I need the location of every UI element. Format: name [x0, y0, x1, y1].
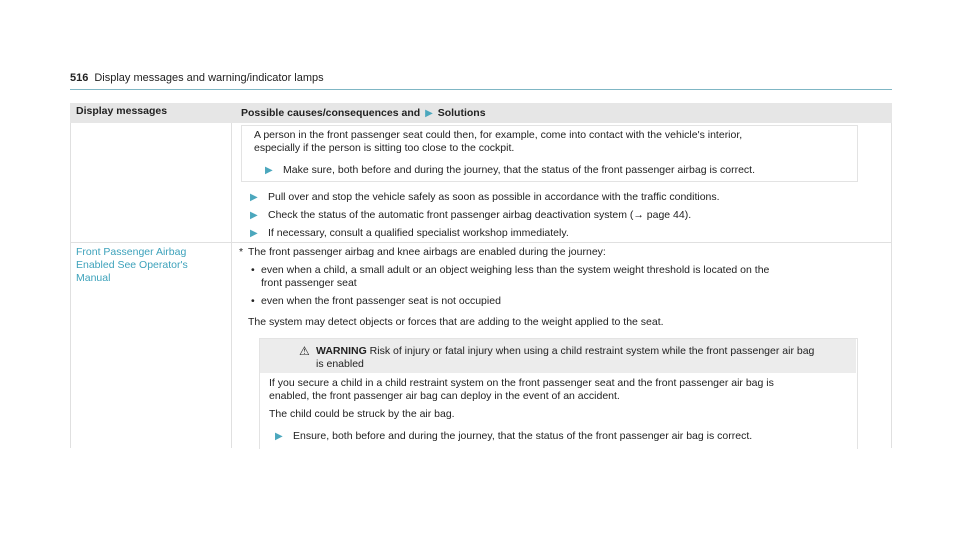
- column-divider: [231, 123, 232, 448]
- message-line-1: Front Passenger Airbag: [76, 246, 187, 258]
- warning-para-1-line-1: If you secure a child in a child restraint system on the front passenger seat and the front passenger air bag is: [269, 377, 774, 389]
- bullet-icon: •: [251, 295, 255, 307]
- info-box-line-1: A person in the front passenger seat could then, for example, come into contact with the vehicle's interior,: [254, 129, 743, 141]
- play-arrow-icon: ▶: [250, 210, 258, 221]
- table-border-right: [891, 123, 892, 448]
- warning-line-2: is enabled: [316, 358, 364, 370]
- info-box-line-2: especially if the person is sitting too close to the cockpit.: [254, 142, 515, 154]
- warning-label: WARNING: [316, 345, 367, 357]
- warning-para-2: The child could be struck by the air bag.: [269, 408, 455, 420]
- step-check-status: Check the status of the automatic front passenger airbag deactivation system (→ page 44).: [268, 209, 692, 221]
- bullet-1-line-1: even when a child, a small adult or an object weighing less than the system weight threshold is located on the: [261, 264, 770, 276]
- play-arrow-icon: ▶: [250, 192, 258, 203]
- warning-step: Ensure, both before and during the journey, that the status of the front passenger air bag is correct.: [293, 430, 753, 442]
- table-border-left: [70, 123, 71, 448]
- play-arrow-icon: ▶: [250, 228, 258, 239]
- column-header-causes: [241, 103, 486, 124]
- play-arrow-icon: ▶: [425, 108, 433, 119]
- intro-text: The front passenger airbag and knee airbags are enabled during the journey:: [248, 246, 606, 258]
- column-header-display-messages: Display messages: [76, 105, 168, 117]
- bullet-icon: •: [251, 264, 255, 276]
- warning-triangle-icon: ⚠: [299, 344, 310, 358]
- page-number: 516: [70, 72, 89, 84]
- system-note: The system may detect objects or forces that are adding to the weight applied to the seat.: [248, 316, 664, 328]
- play-arrow-icon: ▶: [265, 165, 273, 176]
- column-header-causes-text: Possible causes/consequences and: [241, 107, 421, 119]
- row-divider: [70, 242, 892, 243]
- bullet-1-line-2: front passenger seat: [261, 277, 357, 289]
- message-line-2: Enabled See Operator's: [76, 259, 188, 271]
- bullet-2: even when the front passenger seat is not occupied: [261, 295, 501, 307]
- message-line-3: Manual: [76, 272, 111, 284]
- column-header-solutions: Solutions: [437, 107, 486, 119]
- warning-line-1: Risk of injury or fatal injury when using a child restraint system while the front passenger air bag: [369, 345, 815, 357]
- step-consult-workshop: If necessary, consult a qualified specialist workshop immediately.: [268, 227, 569, 239]
- step-pull-over: Pull over and stop the vehicle safely as soon as possible in accordance with the traffic conditions.: [268, 191, 720, 203]
- warning-text-line-1: [316, 345, 814, 358]
- page-header: [70, 71, 892, 90]
- warning-para-1-line-2: enabled, the front passenger air bag can deploy in the event of an accident.: [269, 390, 620, 402]
- page-title: Display messages and warning/indicator lamps: [94, 72, 324, 84]
- info-box-step: Make sure, both before and during the journey, that the status of the front passenger airbag is correct.: [283, 164, 755, 176]
- messages-table: [70, 103, 892, 448]
- table-header: [70, 103, 892, 123]
- asterisk: *: [239, 246, 244, 258]
- play-arrow-icon: ▶: [275, 431, 283, 442]
